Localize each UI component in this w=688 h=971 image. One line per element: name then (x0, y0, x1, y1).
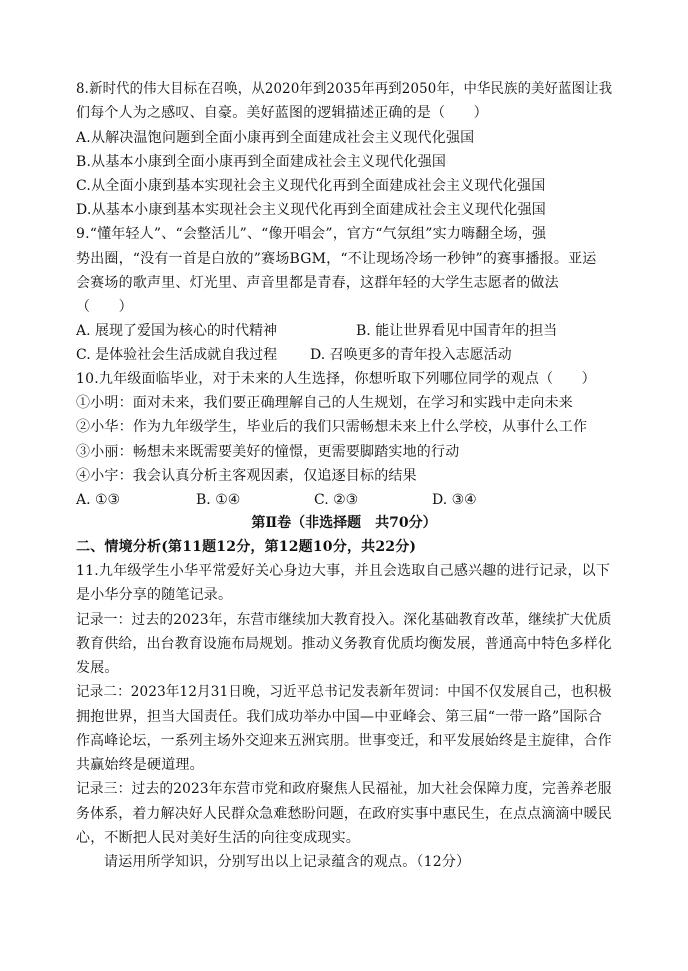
q9-stem-line4: （ ） (76, 299, 133, 315)
q8-option-d: D.从基本小康到基本实现社会主义现代化再到全面建成社会主义现代化强国 (76, 202, 546, 218)
q11-record1-line2: 教育供给，出台教育设施布局规划。推动义务教育优质均衡发展，普通高中特色多样化 (76, 636, 612, 652)
q8-stem-line1: 8.新时代的伟大目标在召唤，从2020年到2035年再到2050年，中华民族的美好蓝图让我 (76, 81, 613, 97)
q10-statement-3: ③小丽：畅想未来既需要美好的憧憬，更需要脚踏实地的行动 (76, 444, 460, 460)
q10-statement-4: ④小宇：我会认真分析主客观因素，仅追逐目标的结果 (76, 468, 417, 484)
q11-record1-line3: 发展。 (76, 660, 119, 676)
q9-option-a: A. 展现了爱国为核心的时代精神 (76, 323, 278, 339)
q10-option-d: D. ③④ (432, 492, 477, 508)
q11-record3-line3: 心，不断把人民对美好生活的向往变成现实。 (76, 830, 360, 846)
q9-option-d: D. 召唤更多的青年投入志愿活动 (310, 347, 512, 363)
q11-stem-line2: 是小华分享的随笔记录。 (76, 587, 233, 603)
q10-option-b: B. ①④ (196, 492, 241, 508)
q9-stem-line3: 会赛场的歌声里、灯光里、声音里都是青春，这群年轻的大学生志愿者的做法 (76, 275, 559, 291)
q11-question: 请运用所学知识，分别写出以上记录蕴含的观点。（12分） (104, 854, 471, 870)
q10-option-c: C. ②③ (314, 492, 359, 508)
q9-option-c: C. 是体验社会生活成就自我过程 (76, 347, 278, 363)
q11-record3-line2: 务体系，着力解决好人民群众急难愁盼问题，在政府实事中惠民生，在点点滴滴中暖民 (76, 806, 612, 822)
q8-option-c: C.从全面小康到基本实现社会主义现代化再到全面建成社会主义现代化强国 (76, 178, 546, 194)
q11-record3-line1: 记录三：过去的2023年东营市党和政府聚焦人民福祉，加大社会保障力度，完善养老服 (76, 781, 612, 797)
q9-stem-line1: 9.“懂年轻人”、“会整活儿”、“像开唱会”，官方“气氛组”实力嗨翻全场，强 (76, 226, 547, 242)
q11-record1-line1: 记录一：过去的2023年，东营市继续加大教育投入。深化基础教育改革，继续扩大优质 (76, 612, 612, 628)
q9-option-b: B. 能让世界看见中国青年的担当 (356, 323, 558, 339)
q10-statement-2: ②小华：作为九年级学生，毕业后的我们只需畅想未来上什么学校，从事什么工作 (76, 419, 588, 435)
part2-title: 第Ⅱ卷（非选择题 共70分） (251, 515, 437, 531)
q11-record2-line1: 记录二：2023年12月31日晚，习近平总书记发表新年贺词：中国不仅发展自己，也积极 (76, 684, 612, 700)
q9-stem-line2: 势出圈，“没有一首是白放的”赛场BGM，“不让现场冷场一秒钟”的赛事播报。亚运 (76, 251, 597, 267)
q10-statement-1: ①小明：面对未来，我们要正确理解自己的人生规划，在学习和实践中走向未来 (76, 395, 573, 411)
q10-option-a: A. ①③ (76, 492, 121, 508)
q11-record2-line3: 作高峰论坛，一系列主场外交迎来五洲宾朋。世事变迁，和平发展始终是主旋律，合作 (76, 733, 612, 749)
q8-stem-line2: 们每个人为之感叹、自豪。美好蓝图的逻辑描述正确的是（ ） (76, 105, 488, 121)
q10-stem: 10.九年级面临毕业，对于未来的人生选择，你想听取下列哪位同学的观点（ ） (76, 371, 596, 387)
q8-option-b: B.从基本小康到全面小康再到全面建成社会主义现代化强国 (76, 154, 447, 170)
q8-option-a: A.从解决温饱问题到全面小康再到全面建成社会主义现代化强国 (76, 130, 475, 146)
q11-stem-line1: 11.九年级学生小华平常爱好关心身边大事，并且会选取自己感兴趣的进行记录，以下 (76, 563, 611, 579)
q11-record2-line4: 共赢始终是硬道理。 (76, 757, 204, 773)
section-title: 二、情境分析(第11题12分，第12题10分，共22分) (76, 539, 417, 555)
q11-record2-line2: 拥抱世界，担当大国责任。我们成功举办中国—中亚峰会、第三届“一带一路”国际合 (76, 709, 602, 725)
